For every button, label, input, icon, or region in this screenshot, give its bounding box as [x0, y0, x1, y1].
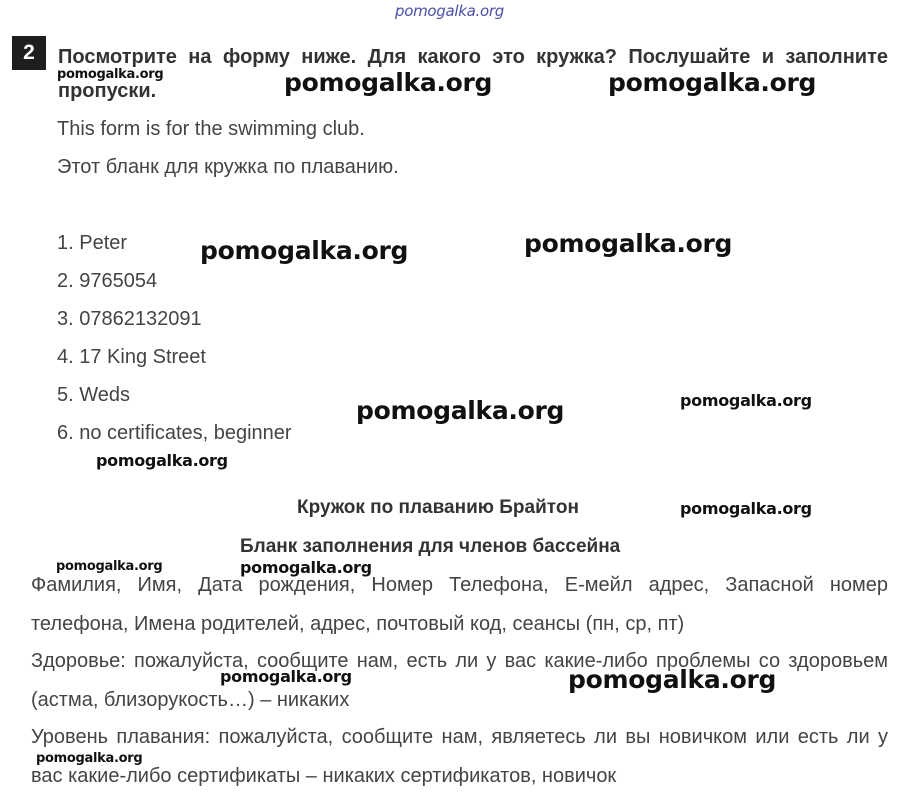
- watermark: pomogalka.org: [36, 751, 143, 766]
- list-item: 1. Peter: [57, 232, 128, 254]
- watermark: pomogalka.org: [220, 667, 352, 686]
- watermark: pomogalka.org: [96, 451, 228, 470]
- watermark: pomogalka.org: [608, 68, 817, 97]
- form-subtitle: Бланк заполнения для членов бассейна: [240, 536, 621, 557]
- list-item: 2. 9765054: [57, 270, 158, 292]
- watermark: pomogalka.org: [680, 391, 812, 410]
- watermark: pomogalka.org: [524, 229, 733, 258]
- list-item: 4. 17 King Street: [57, 346, 206, 368]
- form-paragraph-health: Здоровье: пожалуйста, сообщите нам, есть ли у вас какие-либо проблемы со здоровьем (астма, близорукость…) – никаких: [31, 650, 888, 711]
- task-instruction: Посмотрите на форму ниже. Для какого это кружка? Послушайте и заполните пропуски.: [58, 46, 888, 102]
- watermark: pomogalka.org: [356, 396, 565, 425]
- answer-english: This form is for the swimming club.: [57, 118, 365, 140]
- watermark: pomogalka.org: [56, 559, 163, 574]
- watermark: pomogalka.org: [568, 665, 777, 694]
- watermark: pomogalka.org: [240, 558, 372, 577]
- form-paragraph-level: Уровень плавания: пожалуйста, сообщите нам, являетесь ли вы новичком или есть ли у вас какие-либо сертификаты – никаких сертификатов, новичок: [31, 726, 888, 787]
- form-title: Кружок по плаванию Брайтон: [297, 497, 579, 518]
- form-paragraph-fields: Фамилия, Имя, Дата рождения, Номер Телефона, Е-мейл адрес, Запасной номер телефона, Имена родителей, адрес, почтовый код, сеансы (пн, ср, пт): [31, 574, 888, 635]
- watermark: pomogalka.org: [284, 68, 493, 97]
- list-item: 6. no certificates, beginner: [57, 422, 292, 444]
- answer-russian: Этот бланк для кружка по плаванию.: [57, 156, 399, 178]
- watermark: pomogalka.org: [680, 499, 812, 518]
- task-number-badge: 2: [12, 36, 46, 70]
- watermark: pomogalka.org: [57, 67, 164, 82]
- list-item: 5. Weds: [57, 384, 130, 406]
- list-item: 3. 07862132091: [57, 308, 202, 330]
- watermark: pomogalka.org: [200, 236, 409, 265]
- top-watermark: pomogalka.org: [395, 2, 504, 20]
